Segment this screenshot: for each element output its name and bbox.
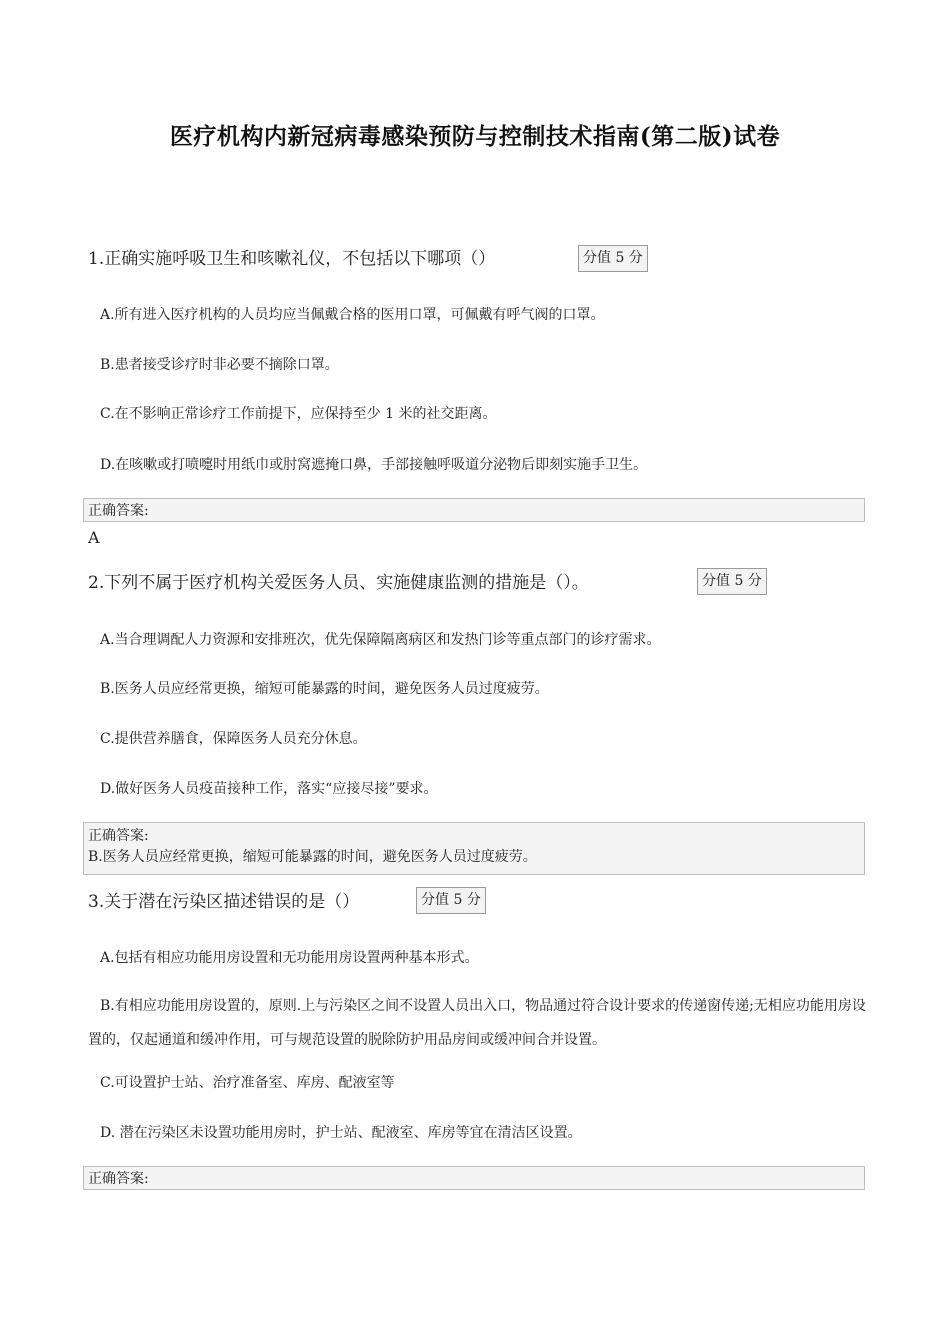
question-1-option-a[interactable]: A.所有进入医疗机构的人员均应当佩戴合格的医用口罩，可佩戴有呼气阀的口罩。 [100,307,605,323]
page-title: 医疗机构内新冠病毒感染预防与控制技术指南(第二版)试卷 [169,123,781,150]
question-2-option-a[interactable]: A.当合理调配人力资源和安排班次，优先保障隔离病区和发热门诊等重点部门的诊疗需求。 [100,632,661,648]
question-2-option-d[interactable]: D.做好医务人员疫苗接种工作，落实“应接尽接”要求。 [100,781,438,797]
question-3-option-b[interactable]: B.有相应功能用房设置的，原则.上与污染区之间不设置人员出入口，物品通过符合设计要求的传递窗传递;无相应功能用房设置的，仅起通道和缓冲作用，可与规范设置的脱除防护用品房间或缓冲间合并设置。 [88,998,866,1048]
question-3-score-badge: 分值 5 分 [416,887,486,914]
question-2-answer-box [83,822,865,875]
question-3-option-d[interactable]: D. 潜在污染区未设置功能用房时，护士站、配液室、库房等宜在清洁区设置。 [100,1125,582,1141]
question-1-answer-box [83,498,865,522]
question-3-option-c[interactable]: C.可设置护士站、治疗准备室、库房、配液室等 [100,1075,395,1091]
question-1-score-badge: 分值 5 分 [578,245,648,272]
question-3-answer-box [83,1166,865,1190]
question-2-option-c[interactable]: C.提供营养膳食，保障医务人员充分休息。 [100,731,367,747]
question-3-option-a[interactable]: A.包括有相应功能用房设置和无功能用房设置两种基本形式。 [100,950,479,966]
question-1-answer-value: A [88,528,100,547]
question-2-option-b[interactable]: B.医务人员应经常更换，缩短可能暴露的时间，避免医务人员过度疲劳。 [100,681,549,697]
question-1-answer-label: 正确答案: [88,503,149,519]
question-1-option-d[interactable]: D.在咳嗽或打喷嚏时用纸巾或肘窝遮掩口鼻，手部接触呼吸道分泌物后即刻实施手卫生。 [100,457,648,473]
question-3-stem: 3.关于潜在污染区描述错误的是（） [88,892,360,912]
question-2-answer-value: B.医务人员应经常更换，缩短可能暴露的时间，避免医务人员过度疲劳。 [88,849,537,865]
question-2-stem: 2.下列不属于医疗机构关爱医务人员、实施健康监测的措施是（）。 [88,573,589,593]
question-1-option-c[interactable]: C.在不影响正常诊疗工作前提下，应保持至少 1 米的社交距离。 [100,406,497,422]
question-3-answer-label: 正确答案: [88,1171,149,1187]
question-2-answer-label: 正确答案: [88,828,149,844]
question-2-score-badge: 分值 5 分 [697,568,767,595]
question-1-stem: 1.正确实施呼吸卫生和咳嗽礼仪，不包括以下哪项（） [88,249,496,269]
question-1-option-b[interactable]: B.患者接受诊疗时非必要不摘除口罩。 [100,357,339,373]
